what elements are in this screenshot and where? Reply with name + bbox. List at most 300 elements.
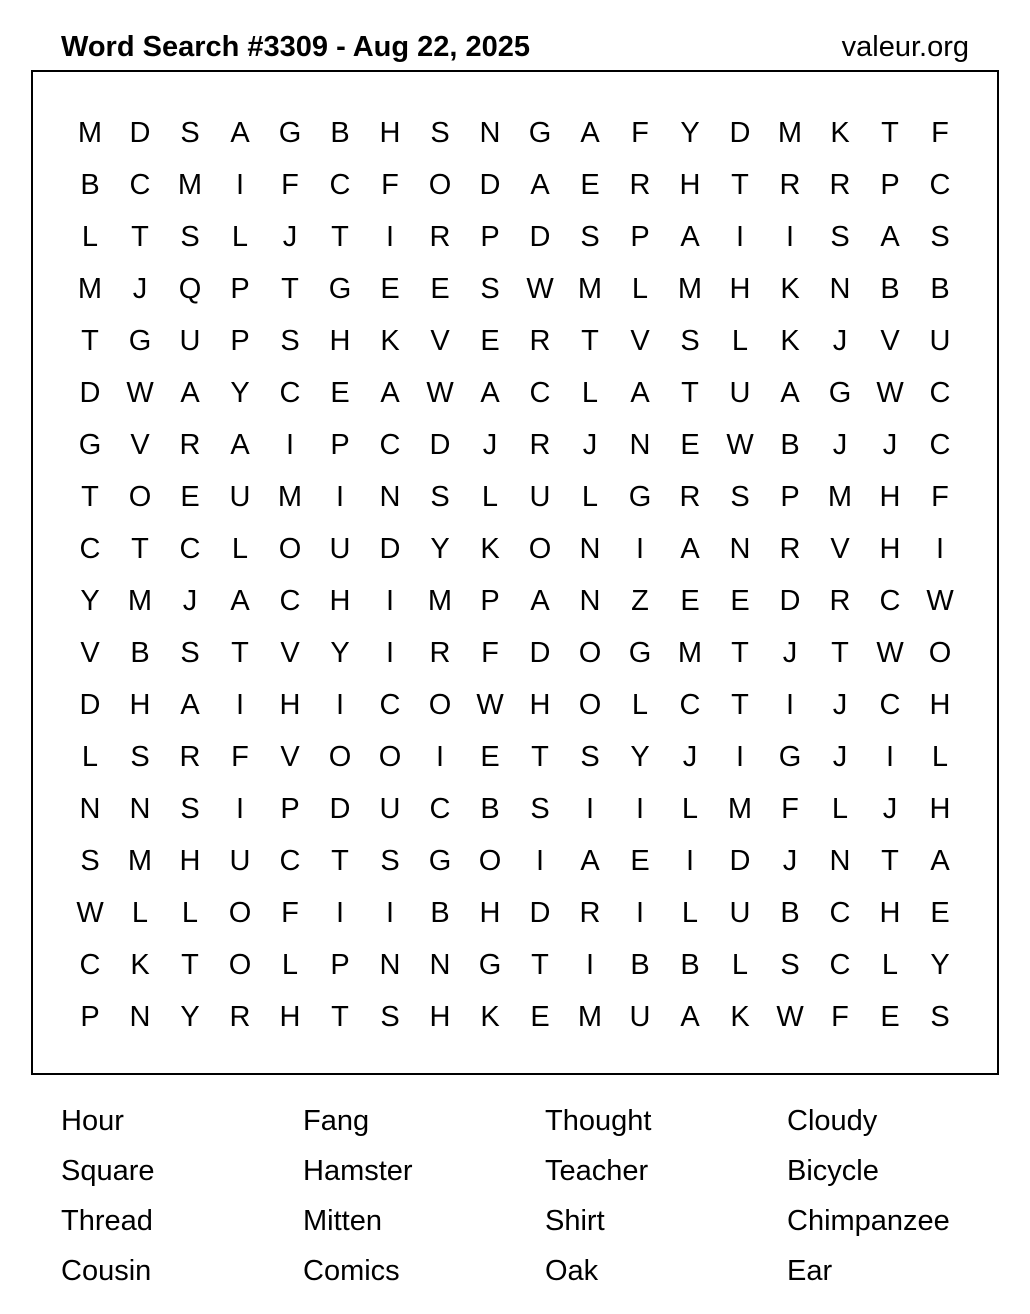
grid-letter[interactable]: K (780, 273, 800, 305)
grid-letter[interactable]: J (582, 429, 598, 461)
grid-letter[interactable]: T (731, 169, 749, 201)
grid-letter[interactable]: S (380, 845, 400, 877)
grid-letter[interactable]: G (278, 117, 302, 149)
grid-letter[interactable]: C (929, 377, 951, 409)
grid-letter[interactable]: N (379, 481, 401, 513)
grid-letter[interactable]: T (881, 117, 899, 149)
grid-letter[interactable]: E (480, 741, 500, 773)
grid-letter[interactable]: F (931, 481, 949, 513)
grid-letter[interactable]: J (132, 273, 148, 305)
grid-letter[interactable]: D (129, 117, 151, 149)
grid-letter[interactable]: O (528, 533, 552, 565)
grid-letter[interactable]: N (829, 845, 851, 877)
grid-letter[interactable]: H (929, 793, 951, 825)
grid-letter[interactable]: H (679, 169, 701, 201)
grid-letter[interactable]: G (428, 845, 452, 877)
grid-letter[interactable]: G (628, 637, 652, 669)
grid-letter[interactable]: H (379, 117, 401, 149)
grid-letter[interactable]: A (680, 533, 700, 565)
grid-letter[interactable]: R (679, 481, 701, 513)
grid-letter[interactable]: I (785, 689, 795, 721)
grid-letter[interactable]: L (631, 689, 649, 721)
grid-letter[interactable]: S (180, 793, 200, 825)
grid-letter[interactable]: U (729, 377, 751, 409)
grid-letter[interactable]: T (731, 637, 749, 669)
grid-letter[interactable]: Y (680, 117, 700, 149)
grid-letter[interactable]: V (280, 637, 300, 669)
grid-letter[interactable]: P (280, 793, 300, 825)
grid-letter[interactable]: D (79, 689, 101, 721)
grid-letter[interactable]: W (476, 689, 504, 721)
grid-letter[interactable]: M (127, 585, 153, 617)
grid-letter[interactable]: S (530, 793, 550, 825)
grid-letter[interactable]: K (780, 325, 800, 357)
grid-letter[interactable]: A (230, 117, 250, 149)
grid-letter[interactable]: K (480, 533, 500, 565)
grid-letter[interactable]: B (780, 897, 800, 929)
grid-letter[interactable]: G (78, 429, 102, 461)
grid-letter[interactable]: B (430, 897, 450, 929)
grid-letter[interactable]: G (528, 117, 552, 149)
grid-letter[interactable]: L (231, 221, 249, 253)
grid-letter[interactable]: I (735, 221, 745, 253)
grid-letter[interactable]: D (79, 377, 101, 409)
grid-letter[interactable]: O (428, 689, 452, 721)
grid-letter[interactable]: G (328, 273, 352, 305)
grid-letter[interactable]: E (480, 325, 500, 357)
grid-letter[interactable]: C (279, 585, 301, 617)
grid-letter[interactable]: O (228, 897, 252, 929)
grid-letter[interactable]: P (80, 1001, 100, 1033)
grid-letter[interactable]: U (529, 481, 551, 513)
grid-letter[interactable]: I (385, 897, 395, 929)
grid-letter[interactable]: W (876, 377, 904, 409)
grid-letter[interactable]: F (931, 117, 949, 149)
grid-letter[interactable]: U (379, 793, 401, 825)
grid-letter[interactable]: F (281, 897, 299, 929)
grid-letter[interactable]: T (531, 949, 549, 981)
grid-letter[interactable]: J (832, 741, 848, 773)
grid-letter[interactable]: P (230, 273, 250, 305)
grid-letter[interactable]: P (330, 949, 350, 981)
grid-letter[interactable]: S (180, 117, 200, 149)
grid-letter[interactable]: I (335, 689, 345, 721)
grid-letter[interactable]: S (80, 845, 100, 877)
grid-letter[interactable]: C (829, 897, 851, 929)
grid-letter[interactable]: G (128, 325, 152, 357)
grid-letter[interactable]: W (926, 585, 954, 617)
grid-letter[interactable]: V (430, 325, 450, 357)
grid-letter[interactable]: M (727, 793, 753, 825)
grid-letter[interactable]: S (480, 273, 500, 305)
grid-letter[interactable]: W (876, 637, 904, 669)
grid-letter[interactable]: K (380, 325, 400, 357)
grid-letter[interactable]: J (832, 689, 848, 721)
grid-letter[interactable]: G (478, 949, 502, 981)
grid-letter[interactable]: S (780, 949, 800, 981)
grid-letter[interactable]: W (726, 429, 754, 461)
grid-letter[interactable]: I (235, 793, 245, 825)
grid-letter[interactable]: K (480, 1001, 500, 1033)
grid-letter[interactable]: L (131, 897, 149, 929)
grid-letter[interactable]: C (929, 429, 951, 461)
grid-letter[interactable]: S (830, 221, 850, 253)
grid-letter[interactable]: U (329, 533, 351, 565)
grid-letter[interactable]: E (380, 273, 400, 305)
grid-letter[interactable]: A (530, 585, 550, 617)
grid-letter[interactable]: D (779, 585, 801, 617)
grid-letter[interactable]: A (580, 845, 600, 877)
grid-letter[interactable]: J (482, 429, 498, 461)
grid-letter[interactable]: Y (230, 377, 250, 409)
grid-letter[interactable]: U (929, 325, 951, 357)
grid-letter[interactable]: C (429, 793, 451, 825)
grid-letter[interactable]: E (880, 1001, 900, 1033)
grid-letter[interactable]: V (830, 533, 850, 565)
grid-letter[interactable]: A (530, 169, 550, 201)
grid-letter[interactable]: N (429, 949, 451, 981)
grid-letter[interactable]: I (435, 741, 445, 773)
grid-letter[interactable]: F (231, 741, 249, 773)
grid-letter[interactable]: E (630, 845, 650, 877)
grid-letter[interactable]: F (481, 637, 499, 669)
grid-letter[interactable]: V (630, 325, 650, 357)
grid-letter[interactable]: S (930, 221, 950, 253)
grid-letter[interactable]: W (126, 377, 154, 409)
grid-letter[interactable]: M (827, 481, 853, 513)
grid-letter[interactable]: P (230, 325, 250, 357)
grid-letter[interactable]: A (180, 377, 200, 409)
grid-letter[interactable]: A (630, 377, 650, 409)
grid-letter[interactable]: A (230, 585, 250, 617)
grid-letter[interactable]: U (729, 897, 751, 929)
grid-letter[interactable]: V (280, 741, 300, 773)
grid-letter[interactable]: Y (930, 949, 950, 981)
grid-letter[interactable]: H (879, 533, 901, 565)
grid-letter[interactable]: G (828, 377, 852, 409)
grid-letter[interactable]: R (829, 169, 851, 201)
grid-letter[interactable]: T (731, 689, 749, 721)
grid-letter[interactable]: M (77, 273, 103, 305)
grid-letter[interactable]: D (429, 429, 451, 461)
grid-letter[interactable]: P (480, 585, 500, 617)
grid-letter[interactable]: J (832, 429, 848, 461)
grid-letter[interactable]: N (729, 533, 751, 565)
grid-letter[interactable]: M (77, 117, 103, 149)
grid-letter[interactable]: B (330, 117, 350, 149)
grid-letter[interactable]: S (380, 1001, 400, 1033)
grid-letter[interactable]: N (79, 793, 101, 825)
grid-letter[interactable]: Y (80, 585, 100, 617)
grid-letter[interactable]: P (330, 429, 350, 461)
grid-letter[interactable]: E (730, 585, 750, 617)
grid-letter[interactable]: P (780, 481, 800, 513)
grid-letter[interactable]: L (881, 949, 899, 981)
grid-letter[interactable]: T (331, 221, 349, 253)
grid-letter[interactable]: L (631, 273, 649, 305)
grid-letter[interactable]: W (76, 897, 104, 929)
grid-letter[interactable]: E (680, 585, 700, 617)
grid-letter[interactable]: H (329, 585, 351, 617)
grid-letter[interactable]: T (531, 741, 549, 773)
grid-letter[interactable]: L (231, 533, 249, 565)
grid-letter[interactable]: T (231, 637, 249, 669)
grid-letter[interactable]: R (179, 741, 201, 773)
grid-letter[interactable]: S (180, 221, 200, 253)
grid-letter[interactable]: J (782, 637, 798, 669)
grid-letter[interactable]: E (330, 377, 350, 409)
grid-letter[interactable]: F (281, 169, 299, 201)
grid-letter[interactable]: M (677, 637, 703, 669)
grid-letter[interactable]: N (129, 793, 151, 825)
grid-letter[interactable]: T (131, 533, 149, 565)
grid-letter[interactable]: R (529, 429, 551, 461)
grid-letter[interactable]: L (731, 949, 749, 981)
grid-letter[interactable]: M (677, 273, 703, 305)
grid-letter[interactable]: S (580, 741, 600, 773)
grid-letter[interactable]: A (930, 845, 950, 877)
grid-letter[interactable]: I (385, 585, 395, 617)
grid-letter[interactable]: C (879, 585, 901, 617)
grid-letter[interactable]: H (479, 897, 501, 929)
grid-letter[interactable]: D (529, 221, 551, 253)
grid-letter[interactable]: I (385, 637, 395, 669)
grid-letter[interactable]: O (128, 481, 152, 513)
grid-letter[interactable]: H (929, 689, 951, 721)
grid-letter[interactable]: K (130, 949, 150, 981)
grid-letter[interactable]: B (80, 169, 100, 201)
grid-letter[interactable]: M (277, 481, 303, 513)
grid-letter[interactable]: D (529, 897, 551, 929)
grid-letter[interactable]: C (79, 533, 101, 565)
grid-letter[interactable]: Z (631, 585, 649, 617)
grid-letter[interactable]: J (182, 585, 198, 617)
grid-letter[interactable]: L (181, 897, 199, 929)
grid-letter[interactable]: D (479, 169, 501, 201)
grid-letter[interactable]: H (879, 481, 901, 513)
grid-letter[interactable]: A (680, 221, 700, 253)
grid-letter[interactable]: H (279, 1001, 301, 1033)
grid-letter[interactable]: L (581, 481, 599, 513)
grid-letter[interactable]: I (335, 481, 345, 513)
grid-letter[interactable]: R (229, 1001, 251, 1033)
grid-letter[interactable]: I (535, 845, 545, 877)
grid-letter[interactable]: D (379, 533, 401, 565)
grid-letter[interactable]: L (931, 741, 949, 773)
grid-letter[interactable]: B (680, 949, 700, 981)
grid-letter[interactable]: T (81, 481, 99, 513)
grid-letter[interactable]: C (129, 169, 151, 201)
grid-letter[interactable]: A (480, 377, 500, 409)
grid-letter[interactable]: S (280, 325, 300, 357)
grid-letter[interactable]: J (682, 741, 698, 773)
grid-letter[interactable]: C (679, 689, 701, 721)
grid-letter[interactable]: T (581, 325, 599, 357)
grid-letter[interactable]: S (430, 117, 450, 149)
grid-letter[interactable]: C (79, 949, 101, 981)
grid-letter[interactable]: C (279, 845, 301, 877)
grid-letter[interactable]: N (579, 533, 601, 565)
grid-letter[interactable]: V (880, 325, 900, 357)
grid-letter[interactable]: L (481, 481, 499, 513)
grid-letter[interactable]: O (228, 949, 252, 981)
grid-letter[interactable]: I (335, 897, 345, 929)
grid-letter[interactable]: I (285, 429, 295, 461)
grid-letter[interactable]: O (928, 637, 952, 669)
grid-letter[interactable]: S (730, 481, 750, 513)
grid-letter[interactable]: S (130, 741, 150, 773)
grid-letter[interactable]: I (235, 169, 245, 201)
grid-letter[interactable]: N (829, 273, 851, 305)
grid-letter[interactable]: S (430, 481, 450, 513)
grid-letter[interactable]: Y (330, 637, 350, 669)
grid-letter[interactable]: W (426, 377, 454, 409)
grid-letter[interactable]: I (935, 533, 945, 565)
grid-letter[interactable]: N (579, 585, 601, 617)
grid-letter[interactable]: Q (178, 273, 202, 305)
grid-letter[interactable]: I (385, 221, 395, 253)
grid-letter[interactable]: F (631, 117, 649, 149)
grid-letter[interactable]: U (229, 845, 251, 877)
grid-letter[interactable]: L (681, 793, 699, 825)
grid-letter[interactable]: L (581, 377, 599, 409)
grid-letter[interactable]: M (127, 845, 153, 877)
grid-letter[interactable]: I (635, 897, 645, 929)
grid-letter[interactable]: R (829, 585, 851, 617)
grid-letter[interactable]: R (779, 169, 801, 201)
grid-letter[interactable]: O (328, 741, 352, 773)
grid-letter[interactable]: E (180, 481, 200, 513)
grid-letter[interactable]: E (430, 273, 450, 305)
grid-letter[interactable]: R (179, 429, 201, 461)
grid-letter[interactable]: T (331, 845, 349, 877)
grid-letter[interactable]: E (530, 1001, 550, 1033)
grid-letter[interactable]: M (177, 169, 203, 201)
grid-letter[interactable]: O (278, 533, 302, 565)
grid-letter[interactable]: C (379, 689, 401, 721)
grid-letter[interactable]: O (378, 741, 402, 773)
grid-letter[interactable]: I (585, 793, 595, 825)
grid-letter[interactable]: B (480, 793, 500, 825)
grid-letter[interactable]: C (279, 377, 301, 409)
grid-letter[interactable]: L (81, 741, 99, 773)
grid-letter[interactable]: J (782, 845, 798, 877)
grid-letter[interactable]: H (129, 689, 151, 721)
grid-letter[interactable]: L (731, 325, 749, 357)
grid-letter[interactable]: J (832, 325, 848, 357)
grid-letter[interactable]: J (882, 429, 898, 461)
grid-letter[interactable]: M (577, 273, 603, 305)
grid-letter[interactable]: C (329, 169, 351, 201)
grid-letter[interactable]: R (629, 169, 651, 201)
grid-letter[interactable]: N (629, 429, 651, 461)
grid-letter[interactable]: B (130, 637, 150, 669)
grid-letter[interactable]: F (381, 169, 399, 201)
grid-letter[interactable]: D (529, 637, 551, 669)
grid-letter[interactable]: T (681, 377, 699, 409)
grid-letter[interactable]: A (230, 429, 250, 461)
grid-letter[interactable]: I (735, 741, 745, 773)
grid-letter[interactable]: G (778, 741, 802, 773)
grid-letter[interactable]: K (830, 117, 850, 149)
grid-letter[interactable]: P (480, 221, 500, 253)
grid-letter[interactable]: T (181, 949, 199, 981)
grid-letter[interactable]: C (379, 429, 401, 461)
grid-letter[interactable]: E (680, 429, 700, 461)
grid-letter[interactable]: D (729, 117, 751, 149)
grid-letter[interactable]: B (880, 273, 900, 305)
grid-letter[interactable]: U (229, 481, 251, 513)
grid-letter[interactable]: L (281, 949, 299, 981)
grid-letter[interactable]: U (629, 1001, 651, 1033)
grid-letter[interactable]: T (131, 221, 149, 253)
grid-letter[interactable]: V (80, 637, 100, 669)
grid-letter[interactable]: R (579, 897, 601, 929)
grid-letter[interactable]: T (331, 1001, 349, 1033)
grid-letter[interactable]: H (279, 689, 301, 721)
grid-letter[interactable]: H (329, 325, 351, 357)
grid-letter[interactable]: M (777, 117, 803, 149)
grid-letter[interactable]: O (478, 845, 502, 877)
grid-letter[interactable]: P (630, 221, 650, 253)
grid-letter[interactable]: H (179, 845, 201, 877)
grid-letter[interactable]: C (929, 169, 951, 201)
grid-letter[interactable]: M (427, 585, 453, 617)
grid-letter[interactable]: A (380, 377, 400, 409)
grid-letter[interactable]: R (429, 637, 451, 669)
grid-letter[interactable]: R (429, 221, 451, 253)
grid-letter[interactable]: R (779, 533, 801, 565)
grid-letter[interactable]: F (831, 1001, 849, 1033)
grid-letter[interactable]: M (577, 1001, 603, 1033)
grid-letter[interactable]: D (729, 845, 751, 877)
grid-letter[interactable]: E (580, 169, 600, 201)
grid-letter[interactable]: Y (430, 533, 450, 565)
grid-letter[interactable]: F (781, 793, 799, 825)
grid-letter[interactable]: I (635, 533, 645, 565)
grid-letter[interactable]: W (776, 1001, 804, 1033)
grid-letter[interactable]: C (829, 949, 851, 981)
grid-letter[interactable]: T (81, 325, 99, 357)
grid-letter[interactable]: S (680, 325, 700, 357)
grid-letter[interactable]: L (831, 793, 849, 825)
grid-letter[interactable]: W (526, 273, 554, 305)
grid-letter[interactable]: A (580, 117, 600, 149)
grid-letter[interactable]: I (785, 221, 795, 253)
grid-letter[interactable]: N (129, 1001, 151, 1033)
grid-letter[interactable]: L (81, 221, 99, 253)
grid-letter[interactable]: C (879, 689, 901, 721)
grid-letter[interactable]: N (479, 117, 501, 149)
grid-letter[interactable]: V (130, 429, 150, 461)
grid-letter[interactable]: A (180, 689, 200, 721)
grid-letter[interactable]: K (730, 1001, 750, 1033)
grid-letter[interactable]: C (529, 377, 551, 409)
grid-letter[interactable]: S (580, 221, 600, 253)
grid-letter[interactable]: B (930, 273, 950, 305)
grid-letter[interactable]: E (930, 897, 950, 929)
grid-letter[interactable]: B (780, 429, 800, 461)
grid-letter[interactable]: U (179, 325, 201, 357)
grid-letter[interactable]: Y (630, 741, 650, 773)
grid-letter[interactable]: R (529, 325, 551, 357)
grid-letter[interactable]: I (885, 741, 895, 773)
grid-letter[interactable]: I (235, 689, 245, 721)
grid-letter[interactable]: I (685, 845, 695, 877)
grid-letter[interactable]: L (681, 897, 699, 929)
grid-letter[interactable]: A (680, 1001, 700, 1033)
grid-letter[interactable]: H (429, 1001, 451, 1033)
